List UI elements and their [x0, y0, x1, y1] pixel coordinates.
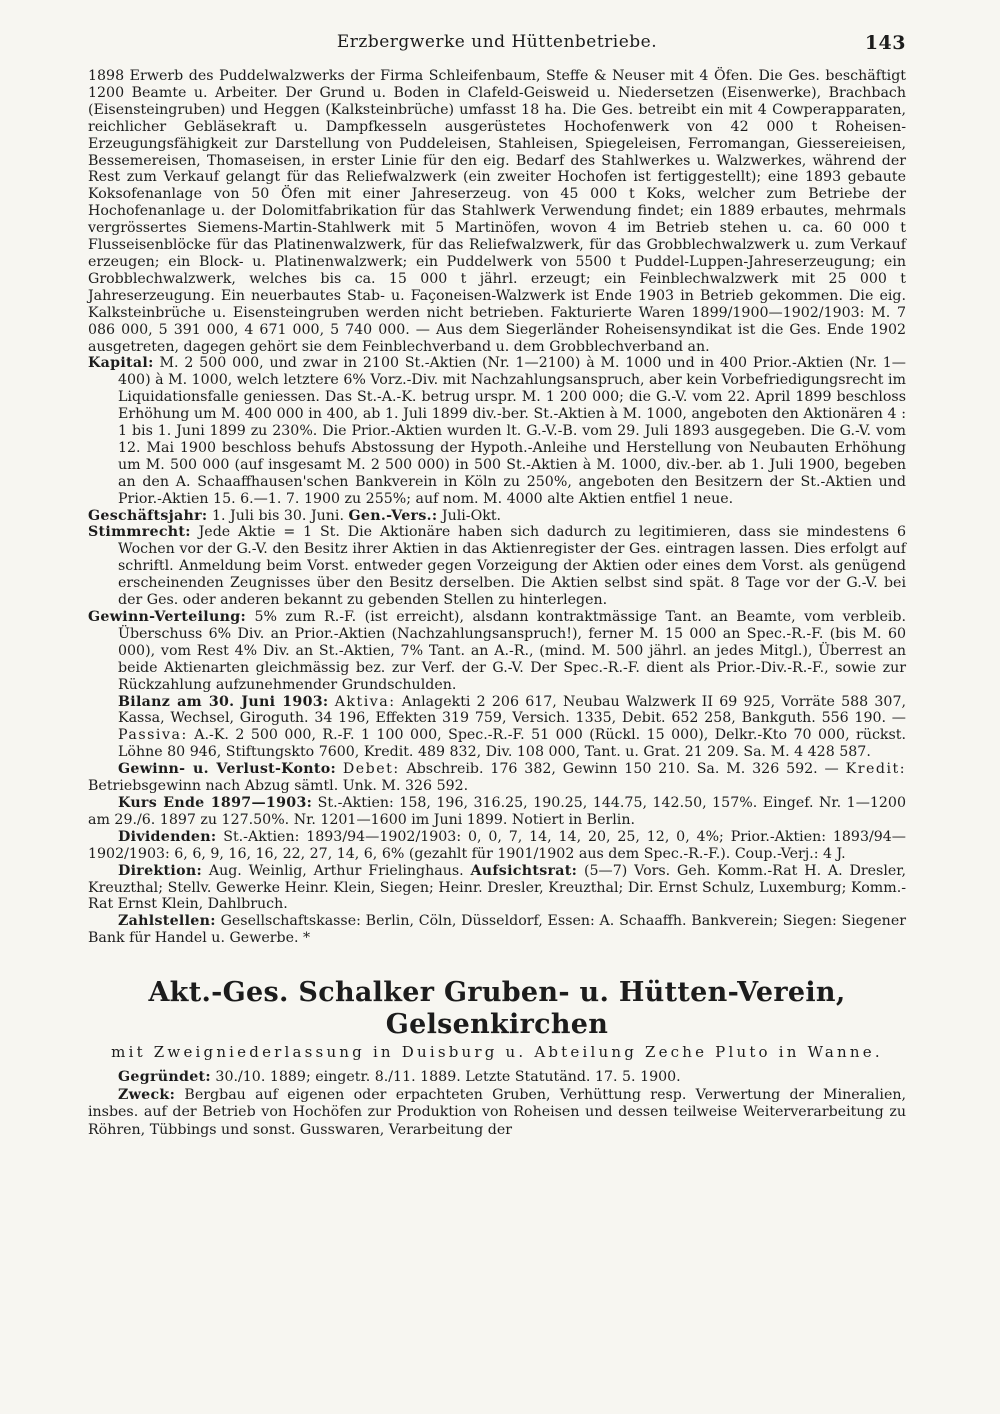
- bilanz-aktiva-text: Anlagekti 2 206 617, Neubau Walzwerk II 69 925, Vorräte 588 307, Kassa, Wechsel, Giroguth. 34 196, Effekten 319 759, Versich. 1335, Debit. 652 258, Bankguth. 556 190. —: [118, 693, 906, 727]
- bilanz-passiva-text: A.-K. 2 500 000, R.-F. 1 100 000, Spec.-R.-F. 51 000 (Rückl. 15 000), Delkr.-Kto 70 000, rückst. Löhne 80 946, Stiftungskto 7600, Kredit. 489 832, Div. 108 000, Tant. u. Grat. 21 209. Sa. M. 4 428 587.: [118, 727, 906, 761]
- geschaeftsjahr-paragraph: [88, 508, 906, 525]
- guv-debet-label: Debet:: [342, 761, 400, 778]
- page-number: 143: [864, 32, 906, 54]
- bilanz-passiva-label: Passiva:: [118, 727, 188, 744]
- zahlstellen-label: Zahlstellen:: [118, 913, 216, 930]
- entry-1-intro: 1898 Erwerb des Puddelwalzwerks der Firma Schleifenbaum, Steffe & Neuser mit 4 Öfen. Die Ges. beschäftigt 1200 Beamte u. Arbeiter. Der Grund u. Boden in Clafeld-Geisweid u. Niedersetzen (Eisenwerke), Brachbach (Eisensteingruben) und Heggen (Kalksteinbrüche) umfasst 18 ha. Die Ges. betreibt ein mit 4 Cowperapparaten, reichlicher Gebläsekraft u. Dampfkesseln ausgerüstetes Hochofenwerk von 42 000 t Roheisen-Erzeugungsfähigkeit zur Darstellung von Puddeleisen, Stahleisen, Spiegeleisen, Ferromangan, Giessereieisen, Bessemereisen, Thomaseisen, in erster Linie für den eig. Bedarf des Stahlwerkes u. Walzwerkes, während der Rest zum Verkauf gelangt für das Reliefwalzwerk (ein zweiter Hochofen ist fertiggestellt); eine 1893 gebaute Koksofenanlage von 50 Öfen mit einer Jahreserzeug. von 45 000 t Koks, welcher zum Betriebe der Hochofenanlage u. der Dolomitfabrikation für das Stahlwerk Verwendung findet; ein 1889 erbautes, mehrmals vergrössertes Siemens-Martin-Stahlwerk mit 5 Martinöfen, wovon 4 im Betrieb stehen u. ca. 60 000 t Flusseisenblöcke für das Platinenwalzwerk, für das Reliefwalzwerk, für das Grobblechwalzwerk u. zum Verkauf erzeugen; ein Block- u. Platinenwalzwerk; ein Puddelwerk von 5500 t Puddel-Luppen-Jahreserzeugung; ein Grobblechwalzwerk, welches bis ca. 15 000 t jährl. erzeugt; ein Feinblechwalzwerk mit 25 000 t Jahreserzeugung. Ein neuerbautes Stab- u. Façoneisen-Walzwerk ist Ende 1903 in Betrieb gekommen. Die eig. Kalksteinbrüche u. Eisensteingruben werden nicht betrieben. Fakturierte Waren 1899/1900—1902/1903: M. 7 086 000, 5 391 000, 4 671 000, 5 740 000. — Aus dem Siegerländer Roheisensyndikat ist die Ges. Ende 1902 ausgetreten, dagegen gehört sie dem Feinblechverband u. dem Grobblechverband an.: [88, 68, 906, 355]
- bilanz-label: Bilanz am 30. Juni 1903:: [118, 693, 329, 710]
- zweck-paragraph: [88, 1087, 906, 1140]
- geschaeftsjahr-text: 1. Juli bis 30. Juni.: [212, 507, 344, 524]
- dividenden-paragraph: [88, 829, 906, 863]
- kurs-text: St.-Aktien: 158, 196, 316.25, 190.25, 144.75, 142.50, 157%. Eingef. Nr. 1—1200 am 29./6. 1897 zu 127.50%. Nr. 1201—1600 im Juni 1899. Notiert in Berlin.: [88, 794, 906, 828]
- entry-2-body: [88, 1069, 906, 1139]
- bilanz-aktiva-label: Aktiva:: [334, 693, 396, 710]
- geschaeftsjahr-label: Geschäftsjahr:: [88, 507, 208, 524]
- gegruendet-text: 30./10. 1889; eingetr. 8./11. 1889. Letzte Statutänd. 17. 5. 1900.: [215, 1069, 681, 1086]
- zahlstellen-paragraph: [88, 913, 906, 947]
- entry-1-body: [88, 68, 906, 947]
- guv-kredit-label: Kredit:: [845, 761, 907, 778]
- gewinn-verteilung-text: 5% zum R.-F. (ist erreicht), alsdann kontraktmässige Tant. an Beamte, vom verbleib. Überschuss 6% Div. an Prior.-Aktien (Nachzahlungsanspruch!), ferner M. 15 000 an Spec.-R.-F. (bis M. 60 000), vom Rest 4% Div. an St.-Aktien, 7% Tant. an A.-R., (mind. M. 500 jährl. an jedes Mitgl.), Überrest an beide Aktienarten gleichmässig bez. zur Verf. der G.-V. Der Spec.-R.-F. dient als Prior.-Div.-R.-F., sowie zur Rückzahlung aufzunehmender Grundschulden.: [118, 609, 906, 693]
- dividenden-text: St.-Aktien: 1893/94—1902/1903: 0, 0, 7, 14, 14, 20, 25, 12, 0, 4%; Prior.-Aktien: 1893/94—1902/1903: 6, 6, 9, 16, 16, 22, 27, 14, 6, 6% (gezahlt für 1901/1902 aus dem Spec.-R.-F.). Coup.-Verj.: 4 J.: [88, 828, 906, 862]
- running-header: [88, 32, 906, 58]
- guv-kredit-text: Betriebsgewinn nach Abzug sämtl. Unk. M. 326 592.: [88, 778, 469, 795]
- gewinn-verteilung-label: Gewinn-Verteilung:: [88, 609, 246, 625]
- company-subtitle: mit Zweigniederlassung in Duisburg u. Abteilung Zeche Pluto in Wanne.: [111, 1043, 883, 1062]
- aufsichtsrat-text: (5—7) Vors. Geh. Komm.-Rat H. A. Dresler, Kreuzthal; Stellv. Gewerke Heinr. Klein, Siegen; Heinr. Dresler, Kreuzthal; Dir. Ernst Schulz, Luxemburg; Komm.-Rat Ernst Klein, Dahlbruch.: [88, 862, 907, 913]
- bilanz-paragraph: [88, 694, 906, 762]
- running-title: Erzbergwerke und Hüttenbetriebe.: [336, 32, 658, 52]
- dividenden-label: Dividenden:: [118, 828, 217, 845]
- stimmrecht-text: Jede Aktie = 1 St. Die Aktionäre haben sich dadurch zu legitimieren, dass sie mindestens 6 Wochen vor der G.-V. den Besitz ihrer Aktien in das Aktienregister der Ges. eintragen lassen. Dies erfolgt auf schriftl. Anmeldung beim Vorst. entweder gegen Vorzeigung der Aktien oder eines dem Vorst. als genügend erscheinenden Zeugnisses über den Besitz derselben. Die Aktien selbst sind spät. 8 Tage vor der G.-V. bei der Ges. oder anderen bekannt zu gebenden Stellen zu hinterlegen.: [118, 524, 906, 609]
- stimmrecht-label: Stimmrecht:: [88, 524, 191, 541]
- guv-label: Gewinn- u. Verlust-Konto:: [118, 761, 336, 778]
- kurs-paragraph: [88, 795, 906, 829]
- kapital-paragraph: [88, 355, 906, 507]
- aufsichtsrat-label: Aufsichtsrat:: [470, 862, 578, 879]
- gegruendet-paragraph: [88, 1069, 906, 1087]
- guv-debet-text: Abschreib. 176 382, Gewinn 150 210. Sa. M. 326 592. —: [406, 761, 839, 778]
- stimmrecht-paragraph: [88, 524, 906, 609]
- genvers-text: Juli-Okt.: [441, 507, 502, 524]
- kapital-text: M. 2 500 000, und zwar in 2100 St.-Aktien (Nr. 1—2100) à M. 1000 und in 400 Prior.-Aktien (Nr. 1—400) à M. 1000, welch letztere 6% Vorz.-Div. mit Nachzahlungsanspruch, aber kein Vorbefriedigungsrecht im Liquidationsfalle geniessen. Das St.-A.-K. betrug urspr. M. 1 200 000; die G.-V. vom 22. April 1899 beschloss Erhöhung um M. 400 000 in 400, ab 1. Juli 1899 div.-ber. St.-Aktien à M. 1000, angeboten den Aktionären 4 : 1 bis 1. Juni 1899 zu 230%. Die Prior.-Aktien wurden lt. G.-V.-B. vom 29. Juli 1893 ausgegeben. Die G.-V. vom 12. Mai 1900 beschloss behufs Abstossung der Hypoth.-Anleihe und Herstellung von Neubauten Erhöhung um M. 500 000 (auf insgesamt M. 2 500 000) in 500 St.-Aktien à M. 1000, div.-ber. ab 1. Juli 1900, begeben an den A. Schaaffhausen'schen Bankverein in Köln zu 250%, angeboten den Besitzern der St.-Aktien und Prior.-Aktien 15. 6.—1. 7. 1900 zu 255%; auf nom. M. 4000 alte Aktien entfiel 1 neue.: [118, 355, 906, 507]
- zweck-label: Zweck:: [118, 1086, 176, 1103]
- kapital-label: Kapital:: [88, 355, 154, 372]
- gewinn-verteilung-paragraph: [88, 609, 906, 694]
- kurs-label: Kurs Ende 1897—1903:: [118, 794, 313, 811]
- gegruendet-label: Gegründet:: [118, 1069, 211, 1086]
- zweck-text: Bergbau auf eigenen oder erpachteten Gruben, Verhüttung resp. Verwertung der Mineralien, insbes. auf der Betrieb von Hochöfen zur Produktion von Roheisen und dessen teilweise Weiterverarbeitung zu Röhren, Tübbings und sonst. Gusswaren, Verarbeitung der: [88, 1086, 906, 1138]
- company-title: Akt.-Ges. Schalker Gruben- u. Hütten-Verein, Gelsenkirchen: [148, 977, 846, 1041]
- direktion-paragraph: [88, 863, 906, 914]
- direktion-text: Aug. Weinlig, Arthur Frielinghaus.: [208, 862, 464, 879]
- zahlstellen-text: Gesellschaftskasse: Berlin, Cöln, Düsseldorf, Essen: A. Schaaffh. Bankverein; Siegen: Siegener Bank für Handel u. Gewerbe. *: [88, 913, 906, 947]
- genvers-label: Gen.-Vers.:: [348, 507, 438, 524]
- direktion-label: Direktion:: [118, 862, 202, 879]
- guv-paragraph: [88, 761, 906, 795]
